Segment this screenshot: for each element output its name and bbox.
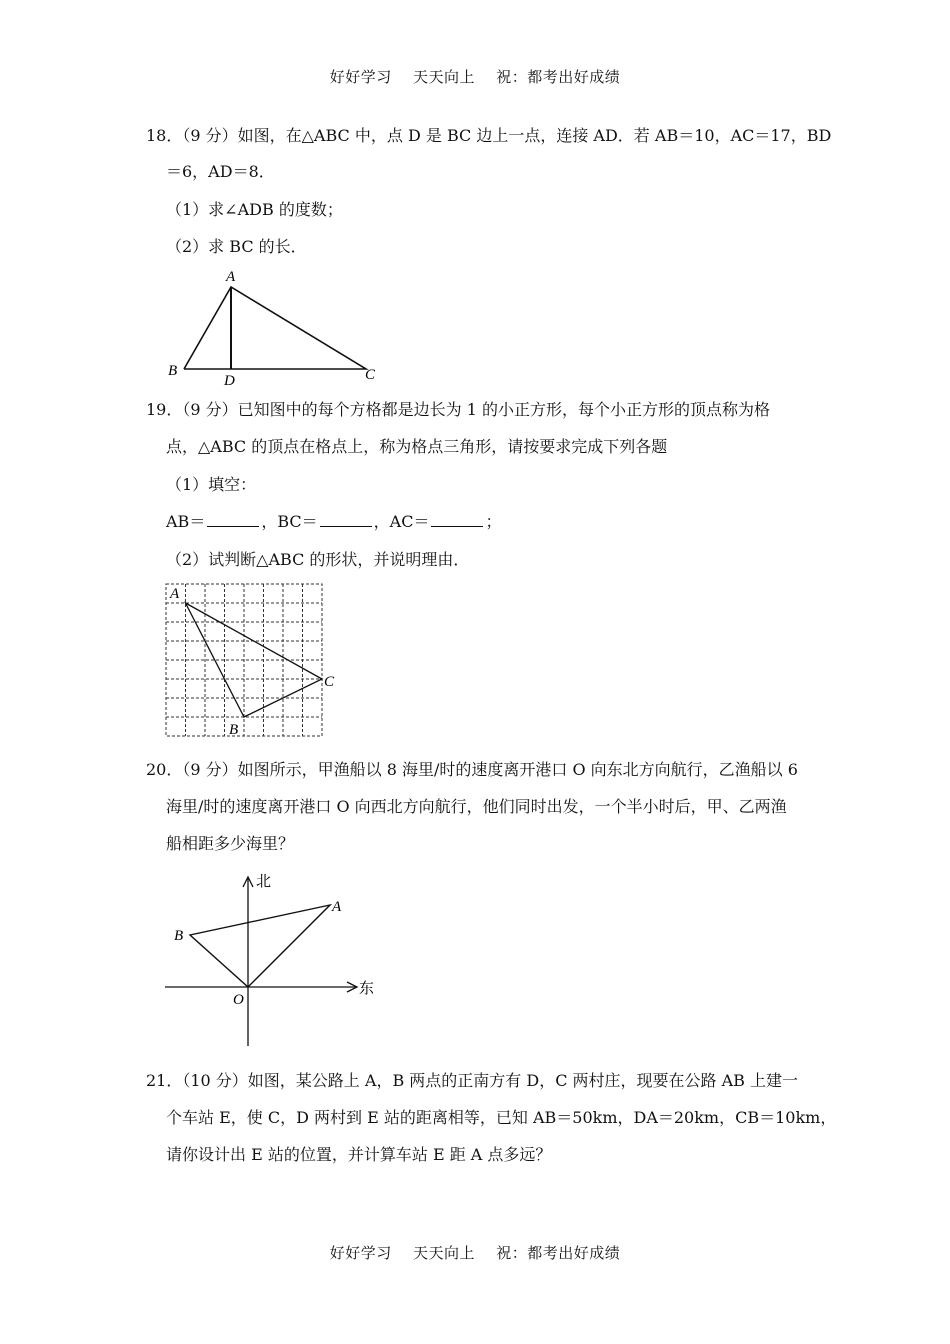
blanks-end: ； — [485, 512, 502, 531]
footer-slogan-1: 好好学习 — [329, 1244, 392, 1262]
header-slogan-2: 天天向上 — [412, 68, 475, 86]
ab-blank[interactable] — [207, 512, 259, 527]
ac-label: ，AC＝ — [373, 512, 430, 531]
page-header — [0, 66, 950, 87]
q21-line-2: 个车站 E，使 C，D 两村到 E 站的距离相等，已知 AB＝50km，DA＝20km，CB＝10km， — [166, 1108, 837, 1127]
ac-blank[interactable] — [431, 512, 483, 527]
ab-label: AB＝ — [166, 512, 206, 531]
bc-blank[interactable] — [320, 512, 372, 527]
triangle-oab — [190, 905, 330, 987]
north-label: 北 — [256, 872, 272, 890]
footer-slogan-2: 天天向上 — [412, 1244, 475, 1262]
q20-line-2: 海里/时的速度离开港口 O 向西北方向航行，他们同时出发，一个半小时后，甲、乙两渔 — [166, 797, 787, 816]
label-a: A — [332, 899, 342, 915]
q19-line-2: 点，△ABC 的顶点在格点上，称为格点三角形，请按要求完成下列各题 — [166, 437, 668, 456]
triangle-outline — [184, 287, 366, 369]
q20-navigation-figure — [160, 868, 390, 1048]
q19-line-1: 19．（9 分）已知图中的每个方格都是边长为 1 的小正方形，每个小正方形的顶点称为格 — [146, 400, 770, 419]
label-b: B — [174, 928, 184, 944]
header-slogan-1: 好好学习 — [329, 68, 392, 86]
grid-lines — [166, 584, 322, 736]
header-slogan-3: 祝：都考出好成绩 — [496, 68, 621, 86]
q18-part-1: （1）求∠ADB 的度数； — [166, 200, 343, 219]
q18-triangle-figure — [160, 268, 390, 388]
label-c: C — [324, 674, 335, 690]
q18-part-2: （2）求 BC 的长． — [166, 237, 307, 256]
q18-line-1: 18．（9 分）如图，在△ABC 中，点 D 是 BC 边上一点，连接 AD．若 AB＝10，AC＝17，BD — [146, 126, 832, 145]
label-c: C — [365, 367, 376, 383]
q19-part-1: （1）填空： — [166, 475, 257, 494]
q18-line-2: ＝6，AD＝8． — [166, 162, 275, 181]
bc-label: ，BC＝ — [261, 512, 318, 531]
q20-line-3: 船相距多少海里？ — [166, 834, 295, 853]
q19-part-2: （2）试判断△ABC 的形状，并说明理由． — [166, 550, 470, 569]
label-a: A — [170, 586, 180, 602]
q20-line-1: 20．（9 分）如图所示，甲渔船以 8 海里/时的速度离开港口 O 向东北方向航行，乙渔船以 6 — [146, 760, 798, 779]
q21-line-3: 请你设计出 E 站的位置，并计算车站 E 距 A 点多远？ — [166, 1145, 552, 1164]
footer-slogan-3: 祝：都考出好成绩 — [496, 1244, 621, 1262]
q21-line-1: 21．（10 分）如图，某公路上 A，B 两点的正南方有 D，C 两村庄，现要在公路 AB 上建一 — [146, 1071, 799, 1090]
label-a: A — [226, 269, 236, 285]
label-d: D — [224, 373, 235, 389]
q19-fill-blanks — [166, 512, 501, 532]
label-b: B — [229, 722, 239, 738]
label-o: O — [233, 992, 244, 1008]
east-label: 东 — [359, 979, 375, 997]
page-footer — [0, 1242, 950, 1263]
label-b: B — [168, 363, 178, 379]
q19-grid-figure — [160, 580, 360, 740]
